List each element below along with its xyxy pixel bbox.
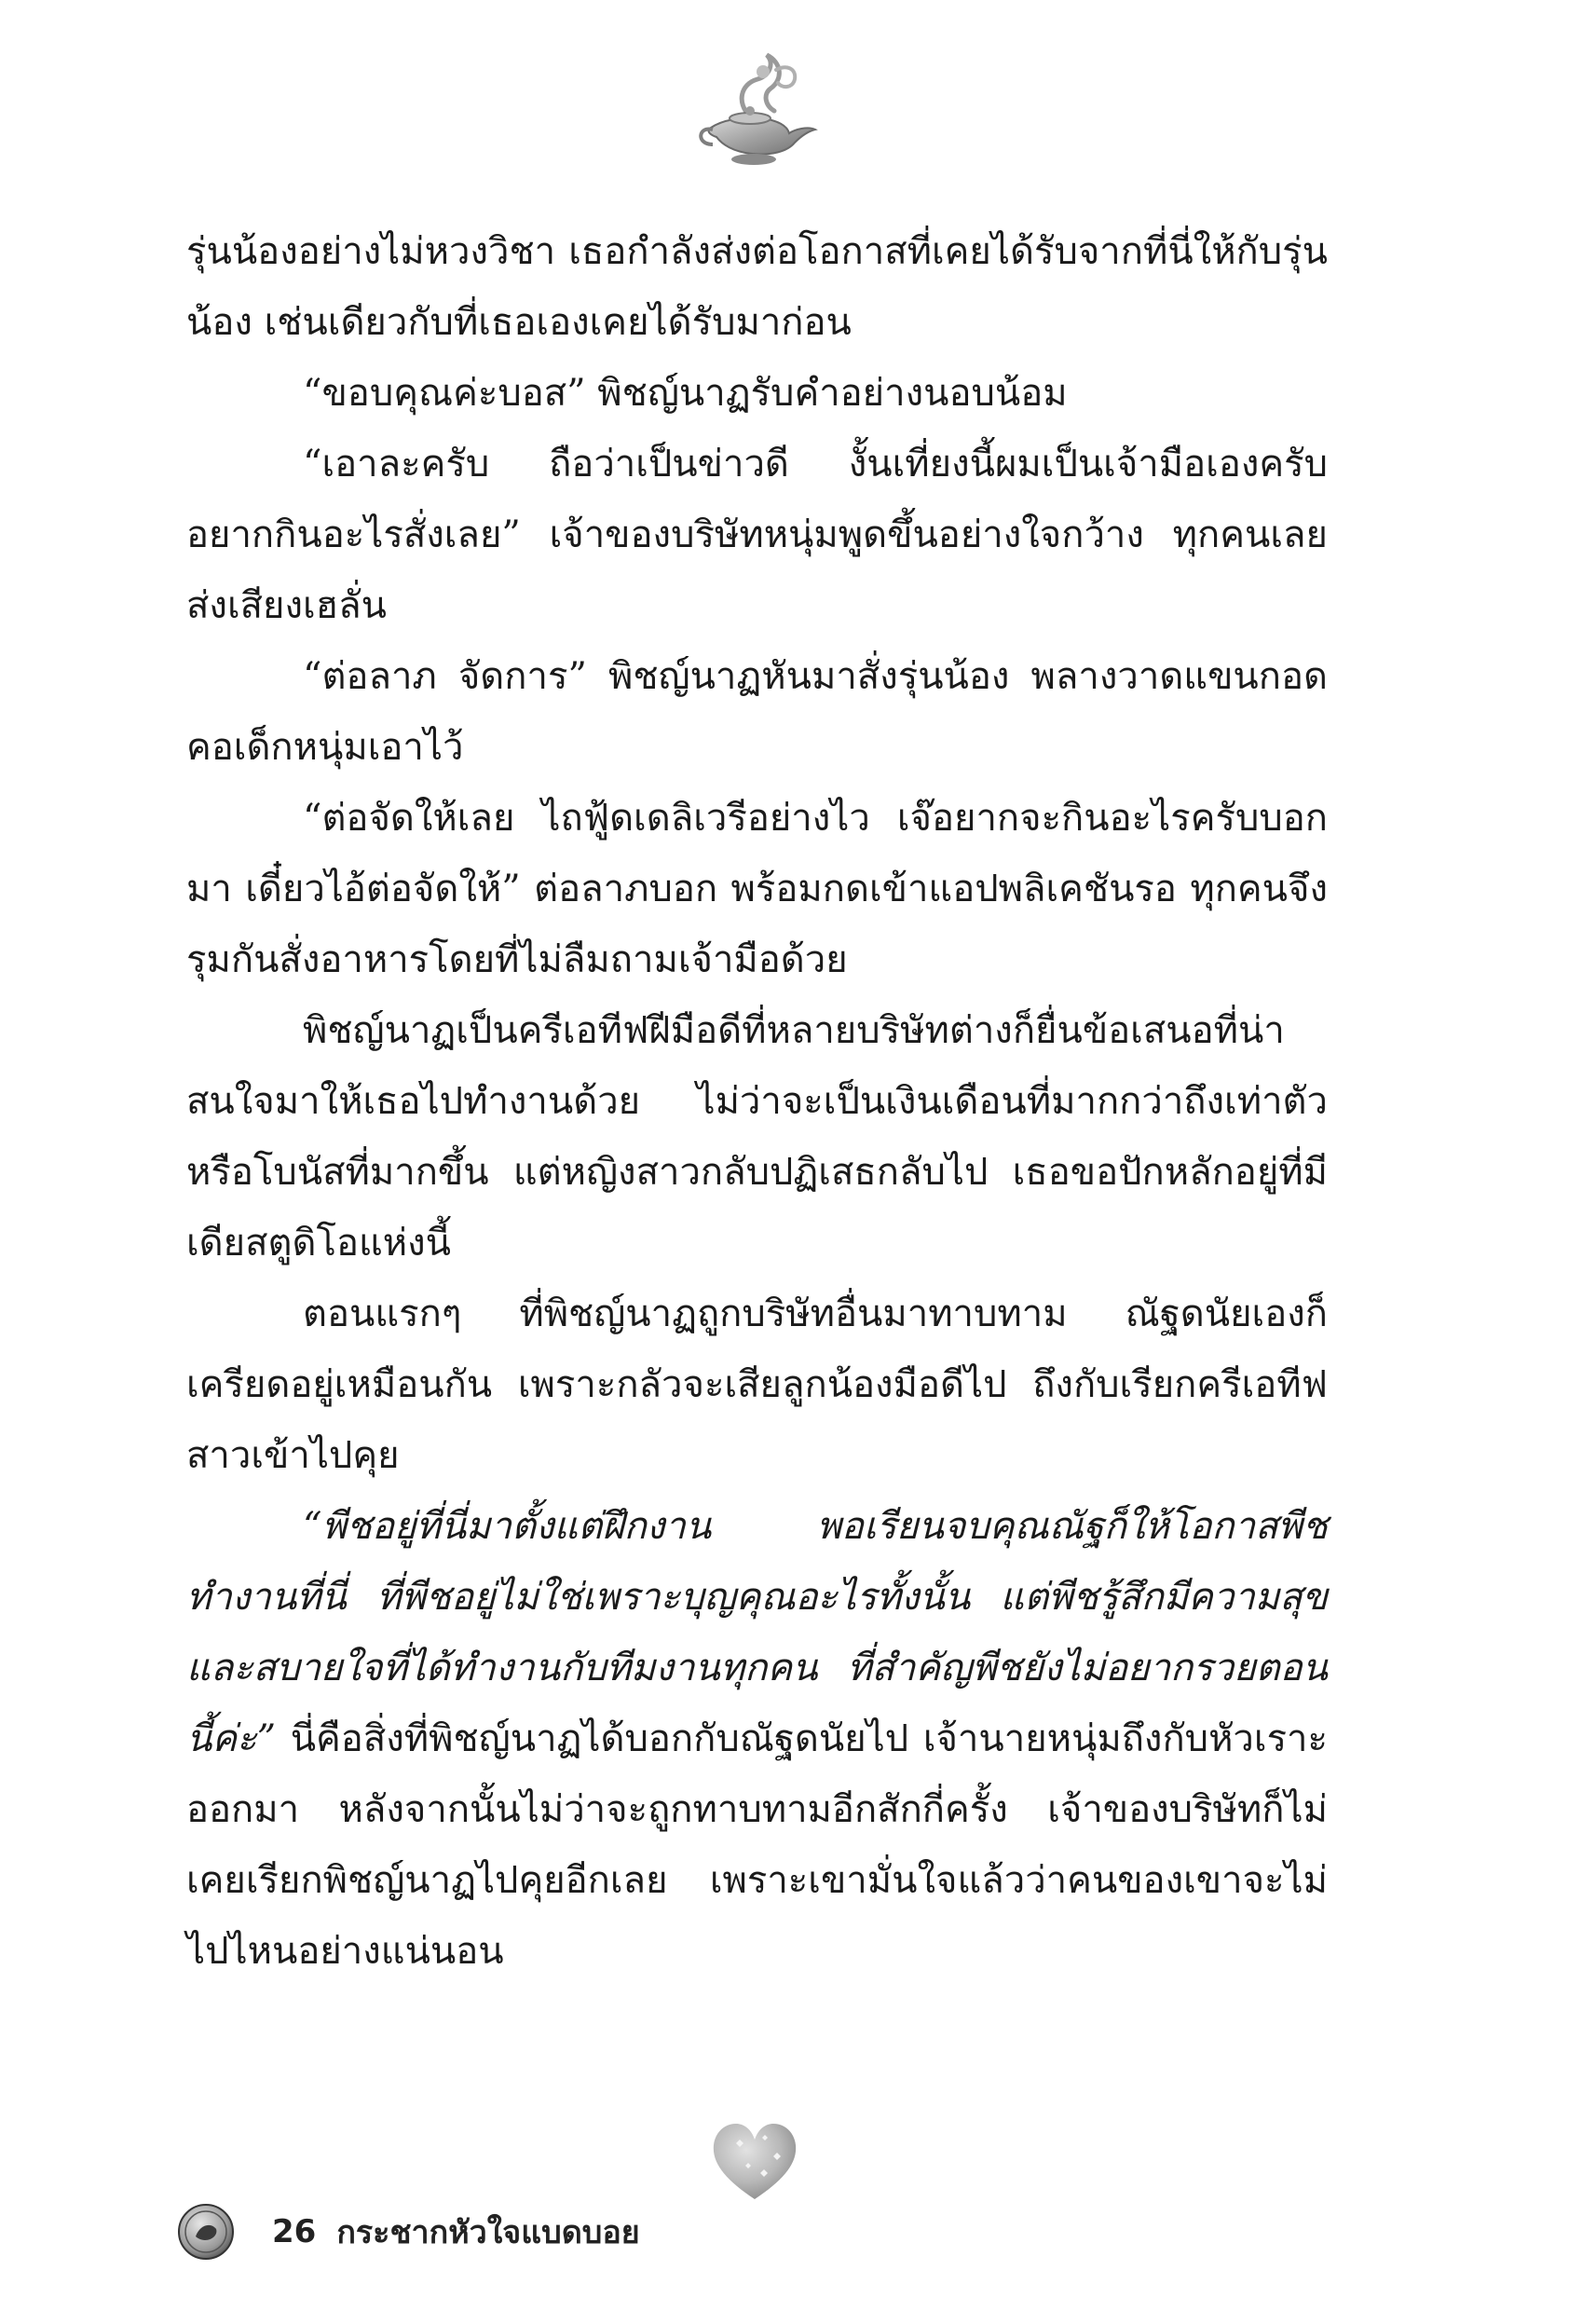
book-title: กระชากหัวใจแบดบอย <box>336 2214 640 2251</box>
text-segment: “ขอบคุณค่ะบอส” พิชญ์นาฏรับคำอย่างนอบน้อม <box>303 372 1068 415</box>
text-segment: “ต่อจัดให้เลย ไถฟู้ดเดลิเวรีอย่างไว เจ๊อยากจะกินอะไรครับบอกมา เดี๋ยวไอ้ต่อจัดให้” ต่อลาภบอก พร้อมกดเข้าแอปพลิเคชันรอ ทุกคนจึงรุมกันสั่งอาหารโดยที่ไม่ลืมถามเจ้ามือด้วย <box>186 797 1328 981</box>
text-segment: “ต่อลาภ จัดการ” พิชญ์นาฏหันมาสั่งรุ่นน้อง พลางวาดแขนกอดคอเด็กหนุ่มเอาไว้ <box>186 655 1328 769</box>
page-number: 26 <box>272 2213 317 2250</box>
paragraph <box>186 358 1328 429</box>
paragraph <box>186 641 1328 783</box>
genie-lamp-icon <box>685 51 825 172</box>
heart-ornament-icon <box>708 2115 801 2204</box>
paragraph <box>186 1491 1328 1987</box>
paragraph <box>186 783 1328 995</box>
paragraph <box>186 995 1328 1279</box>
paragraph <box>186 216 1328 358</box>
text-segment: “เอาละครับ ถือว่าเป็นข่าวดี งั้นเที่ยงนี้ผมเป็นเจ้ามือเองครับ อยากกินอะไรสั่งเลย” เจ้าของบริษัทหนุ่มพูดขึ้นอย่างใจกว้าง ทุกคนเลยส่งเสียงเฮลั่น <box>186 443 1328 627</box>
paragraph <box>186 1279 1328 1491</box>
text-segment: รุ่นน้องอย่างไม่หวงวิชา เธอกำลังส่งต่อโอกาสที่เคยได้รับจากที่นี่ให้กับรุ่นน้อง เช่นเดียวกับที่เธอเองเคยได้รับมาก่อน <box>186 230 1328 344</box>
page-footer <box>177 2195 640 2269</box>
body-text <box>186 216 1328 1987</box>
italic-quote: “พีชอยู่ที่นี่มาตั้งแต่ฝึกงาน พอเรียนจบคุณณัฐก็ให้โอกาสพีชทำงานที่นี่ ที่พีชอยู่ไม่ใช่เพราะบุญคุณอะไรทั้งนั้น แต่พีชรู้สึกมีความสุขและสบายใจที่ได้ทำงานกับทีมงานทุกคน ที่สำคัญพีชยังไม่อยากรวยตอนนี้ค่ะ” <box>186 1505 1328 1760</box>
text-segment: นี่คือสิ่งที่พิชญ์นาฏได้บอกกับณัฐดนัยไป เจ้านายหนุ่มถึงกับหัวเราะออกมา หลังจากนั้นไม่ว่าจะถูกทาบทามอีกสักกี่ครั้ง เจ้าของบริษัทก็ไม่เคยเรียกพิชญ์นาฏไปคุยอีกเลย เพราะเขามั่นใจแล้วว่าคนของเขาจะไม่ไปไหนอย่างแน่นอน <box>186 1717 1328 1973</box>
text-segment: พิชญ์นาฏเป็นครีเอทีฟฝีมือดีที่หลายบริษัทต่างก็ยื่นข้อเสนอที่น่าสนใจมาให้เธอไปทำงานด้วย ไม่ว่าจะเป็นเงินเดือนที่มากกว่าถึงเท่าตัว หรือโบนัสที่มากขึ้น แต่หญิงสาวกลับปฏิเสธกลับไป เธอขอปักหลักอยู่ที่มีเดียสตูดิโอแห่งนี้ <box>186 1009 1328 1265</box>
paragraph <box>186 429 1328 641</box>
coin-emblem-icon <box>177 2203 235 2261</box>
text-segment: ตอนแรกๆ ที่พิชญ์นาฏถูกบริษัทอื่นมาทาบทาม ณัฐดนัยเองก็เครียดอยู่เหมือนกัน เพราะกลัวจะเสียลูกน้องมือดีไป ถึงกับเรียกครีเอทีฟสาวเข้าไปคุย <box>186 1292 1328 1477</box>
